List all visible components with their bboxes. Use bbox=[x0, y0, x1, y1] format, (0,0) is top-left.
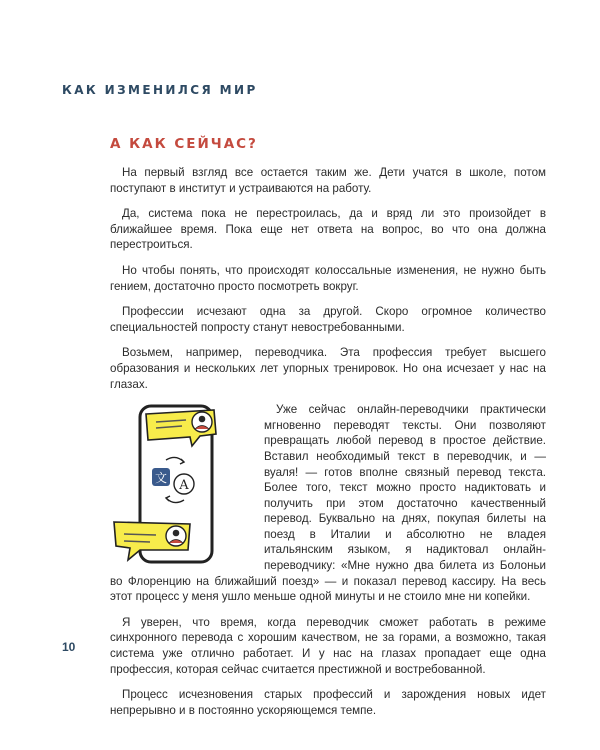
paragraph-6: Уже сейчас онлайн-переводчики практически мгновенно переводят тексты. Они позволяют превращать любой перевод в простое действие. Вставил необходимый текст в переводчик, и — вуаля! — готов вполне связный перевод текста. Более того, текст можно просто надиктовать и получить при этом достаточно качественный перевод. Буквально на днях, покупая билеты на поезд в Италии и абсолютно не владея итальянским языком, я надиктовал онлайн-переводчику: «Мне нужно два билета из Болоньи во Флоренцию на ближайший поезд» — и показал перевод кассиру. На весь этот процесс у меня ушло меньше одной минуты и не стоило мне ни копейки. bbox=[110, 403, 546, 604]
svg-text:A: A bbox=[179, 478, 189, 494]
article-heading: А КАК СЕЙЧАС? bbox=[110, 136, 258, 152]
page-number: 10 bbox=[62, 640, 76, 654]
translator-phone-illustration bbox=[110, 404, 256, 566]
paragraph-4: Профессии исчезают одна за другой. Скоро огромное количество специальностей попросту станут невостребованными. bbox=[110, 305, 546, 334]
section-header: КАК ИЗМЕНИЛСЯ МИР bbox=[62, 83, 258, 97]
svg-text:文: 文 bbox=[154, 471, 168, 486]
phone-chat-svg bbox=[110, 404, 256, 566]
paragraph-2: Да, система пока не перестроилась, да и вряд ли это произойдет в ближайшее время. Пока еще нет ответа на вопрос, во что она должна перестроиться. bbox=[110, 207, 546, 252]
paragraph-8: Процесс исчезновения старых профессий и зарождения новых идет непрерывно и в постоянно ускоряющемся темпе. bbox=[110, 688, 546, 717]
paragraph-1: На первый взгляд все остается таким же. Дети учатся в школе, потом поступают в институт и устраиваются на работу. bbox=[110, 166, 546, 195]
paragraph-5: Возьмем, например, переводчика. Эта профессия требует высшего образования и нескольких лет упорных тренировок. Но она исчезает у нас на глазах. bbox=[110, 346, 546, 391]
paragraph-3: Но чтобы понять, что происходят колоссальные изменения, не нужно быть гением, достаточно просто посмотреть вокруг. bbox=[110, 263, 546, 293]
paragraph-7: Я уверен, что время, когда переводчик сможет работать в режиме синхронного перевода с хорошим качеством, не за горами, а возможно, такая система уже отлично работает. И у нас на глазах пропадает еще одна профессия, которая сейчас считается престижной и востребованной. bbox=[110, 615, 546, 676]
article-body bbox=[110, 165, 546, 728]
